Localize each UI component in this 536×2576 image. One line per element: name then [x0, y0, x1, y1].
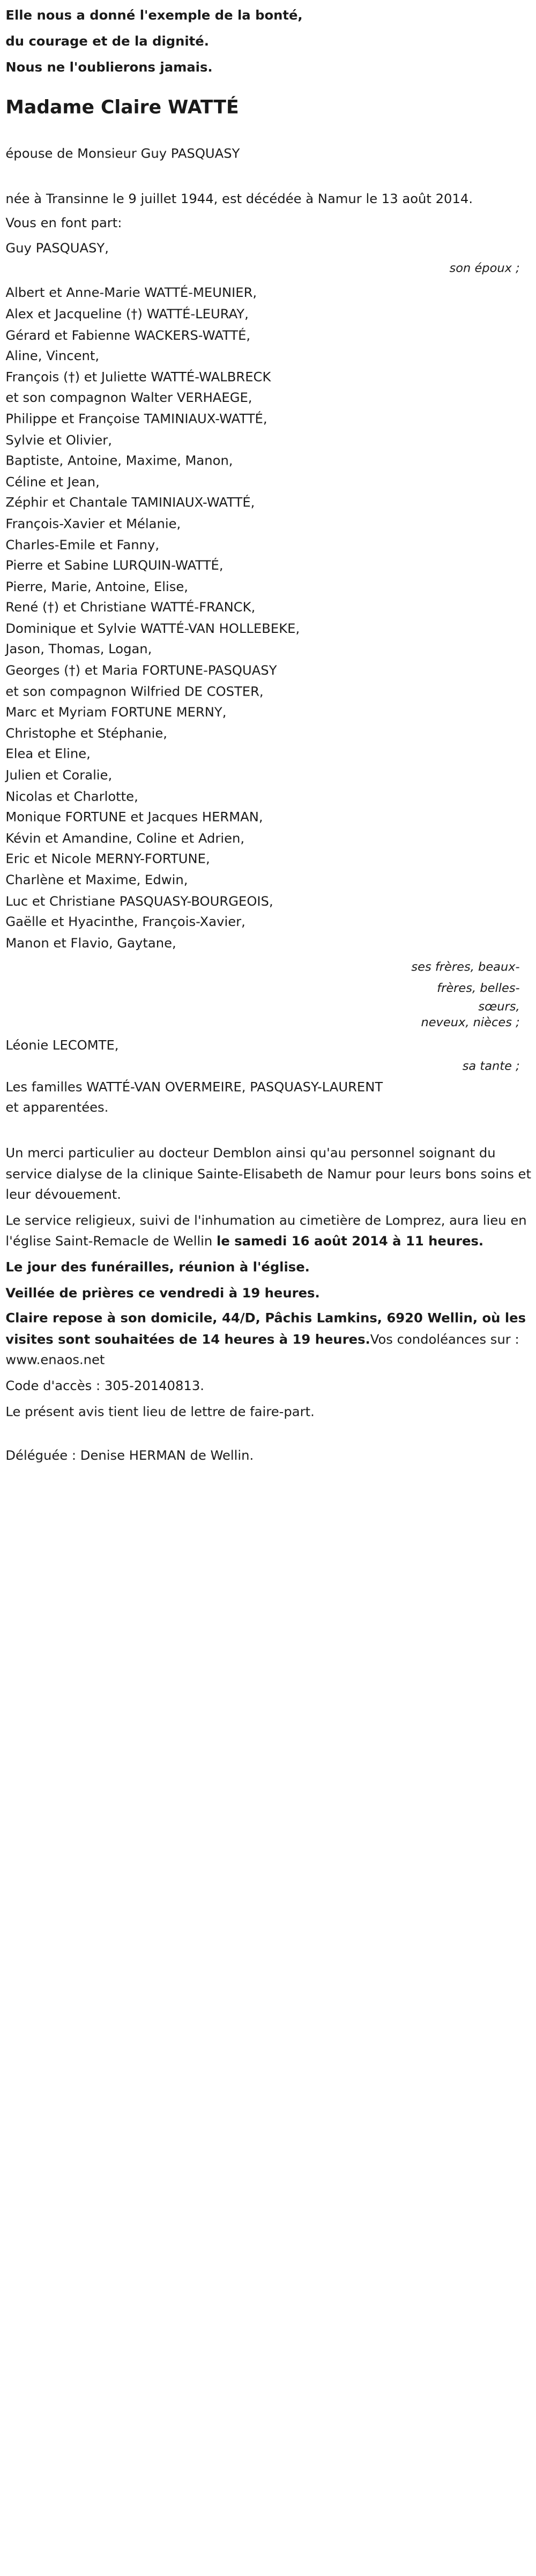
family-line: Aline, Vincent,	[5, 349, 100, 364]
husband-name: Guy PASQUASY,	[5, 241, 109, 256]
family-line: Baptiste, Antoine, Maxime, Manon,	[5, 453, 233, 469]
family-line: Céline et Jean,	[5, 475, 100, 490]
family-line: Philippe et Françoise TAMINIAUX-WATTÉ,	[5, 412, 267, 427]
family-line: Jason, Thomas, Logan,	[5, 643, 152, 658]
family-line: François (†) et Juliette WATTÉ-WALBRECK	[5, 370, 271, 385]
condolences-text: Vos condoléances sur : www.enaos.net	[5, 1332, 519, 1368]
family-line: Luc et Christiane PASQUASY-BOURGEOIS,	[5, 894, 273, 909]
repose-text: Claire repose à son domicile, 44/D, Pâchis Lamkins, 6920 Wellin, où les visites sont souhaitées de 14 heures à 19 heures.	[5, 1311, 526, 1347]
family-role-line: neveux, nièces ;	[421, 1016, 520, 1031]
announce-line: Vous en font part:	[5, 216, 122, 232]
family-line: Georges (†) et Maria FORTUNE-PASQUASY	[5, 663, 277, 678]
family-line: Gérard et Fabienne WACKERS-WATTÉ,	[5, 328, 251, 343]
family-line: Marc et Myriam FORTUNE MERNY,	[5, 705, 227, 721]
husband-role: son époux ;	[449, 262, 520, 276]
family-line: Pierre et Sabine LURQUIN-WATTÉ,	[5, 558, 224, 574]
family-line: Albert et Anne-Marie WATTÉ-MEUNIER,	[5, 286, 257, 301]
repose-paragraph	[5, 1309, 535, 1371]
family-line: et son compagnon Walter VERHAEGE,	[5, 391, 252, 406]
family-line: Monique FORTUNE et Jacques HERMAN,	[5, 810, 263, 825]
families-line-1: Les familles WATTÉ-VAN OVERMEIRE, PASQUASY-LAURENT	[5, 1080, 383, 1095]
motto-line-2: du courage et de la dignité.	[5, 34, 209, 49]
family-line: Sylvie et Olivier,	[5, 432, 112, 448]
family-line: Elea et Eline,	[5, 747, 91, 763]
family-line: Manon et Flavio, Gaytane,	[5, 936, 176, 951]
family-line: Zéphir et Chantale TAMINIAUX-WATTÉ,	[5, 496, 255, 511]
family-line: Eric et Nicole MERNY-FORTUNE,	[5, 852, 210, 868]
motto-line-3: Nous ne l'oublierons jamais.	[5, 60, 213, 76]
spouse-line: épouse de Monsieur Guy PASQUASY	[5, 146, 240, 162]
vigil-line: Veillée de prières ce vendredi à 19 heures.	[5, 1286, 320, 1301]
family-role-line: sœurs,	[478, 1000, 520, 1014]
service-paragraph	[5, 1211, 535, 1252]
family-line: Pierre, Marie, Antoine, Elise,	[5, 579, 189, 595]
family-role-line: frères, belles-	[437, 981, 520, 996]
thanks-paragraph: Un merci particulier au docteur Demblon ainsi qu'au personnel soignant du service dialyse de la clinique Sainte-Elisabeth de Namur pour leurs bons soins et leur dévouement.	[5, 1146, 531, 1203]
family-role	[377, 958, 535, 1031]
family-line: Charles-Emile et Fanny,	[5, 537, 160, 553]
birth-death-line: née à Transinne le 9 juillet 1944, est décédée à Namur le 13 août 2014.	[5, 191, 473, 207]
funeral-day-line: Le jour des funérailles, réunion à l'église.	[5, 1260, 310, 1275]
family-line: Alex et Jacqueline (†) WATTÉ-LEURAY,	[5, 307, 249, 322]
delegate-line: Déléguée : Denise HERMAN de Wellin.	[5, 1448, 254, 1464]
aunt-role: sa tante ;	[462, 1059, 520, 1074]
family-line: et son compagnon Wilfried DE COSTER,	[5, 684, 264, 700]
family-line: Gaëlle et Hyacinthe, François-Xavier,	[5, 915, 245, 930]
family-line: René (†) et Christiane WATTÉ-FRANCK,	[5, 600, 256, 616]
deceased-name: Madame Claire WATTÉ	[5, 95, 239, 118]
family-line: Christophe et Stéphanie,	[5, 726, 168, 742]
family-line: Dominique et Sylvie WATTÉ-VAN HOLLEBEKE,	[5, 621, 300, 637]
family-line: Charlène et Maxime, Edwin,	[5, 873, 188, 888]
access-code-line: Code d'accès : 305-20140813.	[5, 1378, 204, 1394]
family-role-line: ses frères, beaux-	[411, 960, 520, 975]
family-line: Kévin et Amandine, Coline et Adrien,	[5, 831, 245, 846]
family-line: Nicolas et Charlotte,	[5, 789, 138, 804]
family-line: Julien et Coralie,	[5, 768, 113, 783]
families-line-2: et apparentées.	[5, 1101, 109, 1116]
service-text: Le service religieux, suivi de l'inhumation au cimetière de Lomprez, aura lieu en l'église Saint-Remacle de Wellin	[5, 1213, 527, 1250]
family-list	[5, 283, 535, 954]
service-date: le samedi 16 août 2014 à 11 heures.	[217, 1234, 484, 1250]
aunt-name: Léonie LECOMTE,	[5, 1038, 119, 1054]
family-line: François-Xavier et Mélanie,	[5, 517, 181, 532]
motto-line-1: Elle nous a donné l'exemple de la bonté,	[5, 8, 303, 24]
notice-line: Le présent avis tient lieu de lettre de faire-part.	[5, 1404, 315, 1420]
